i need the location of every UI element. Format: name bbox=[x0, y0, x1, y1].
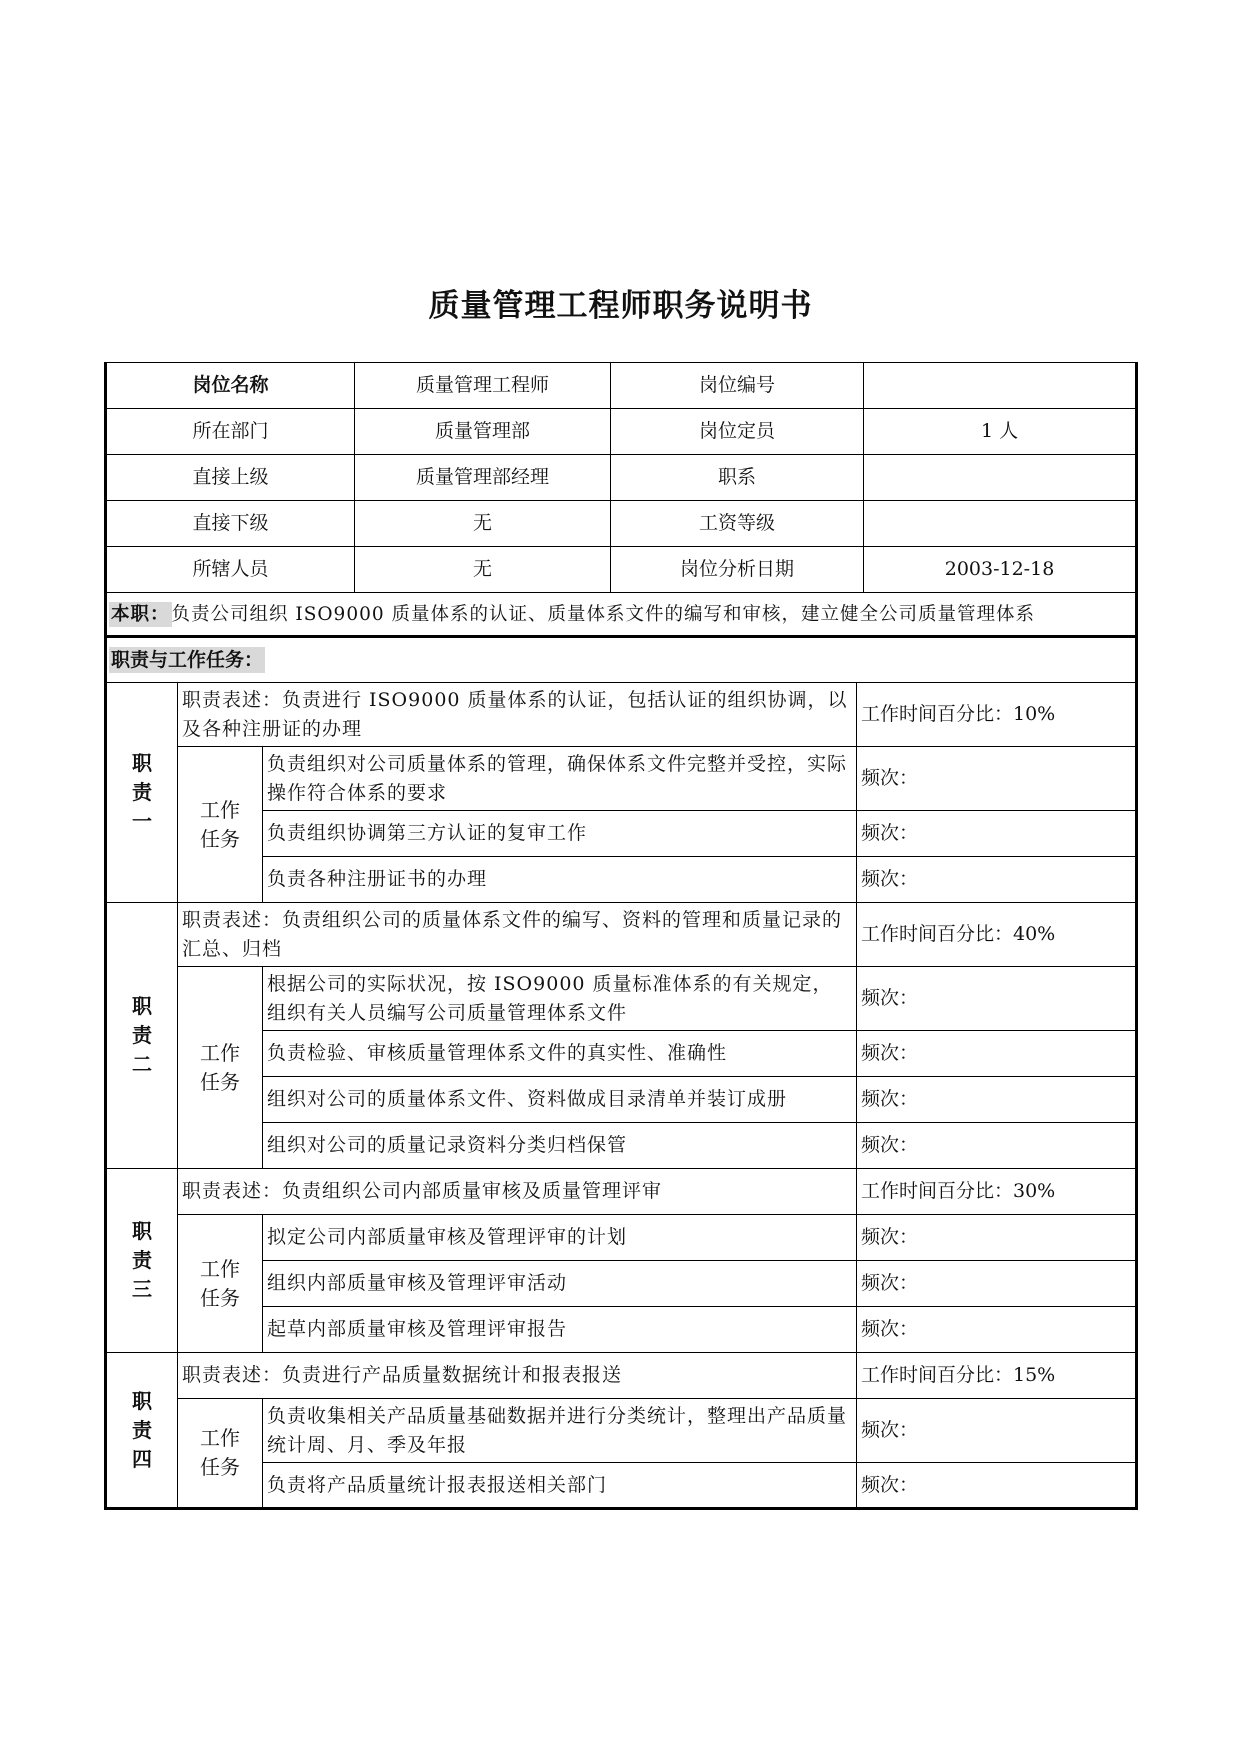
task-text: 负责组织对公司质量体系的管理，确保体系文件完整并受控，实际操作符合体系的要求 bbox=[263, 747, 857, 811]
task-text: 根据公司的实际状况，按 ISO9000 质量标准体系的有关规定，组织有关人员编写公司质量管理体系文件 bbox=[263, 967, 857, 1031]
department-value: 质量管理部 bbox=[355, 409, 611, 455]
duty-label: 职 责 四 bbox=[106, 1353, 178, 1509]
task-label: 工作 任务 bbox=[178, 1399, 263, 1509]
subordinate-label: 直接下级 bbox=[106, 501, 355, 547]
department-label: 所在部门 bbox=[106, 409, 355, 455]
info-row bbox=[106, 455, 1137, 501]
task-frequency: 频次： bbox=[857, 1261, 1137, 1307]
task-text: 负责收集相关产品质量基础数据并进行分类统计，整理出产品质量统计周、月、季及年报 bbox=[263, 1399, 857, 1463]
analysis-date-label: 岗位分析日期 bbox=[611, 547, 864, 593]
task-text: 组织对公司的质量记录资料分类归档保管 bbox=[263, 1123, 857, 1169]
duty-time-percent: 工作时间百分比：15% bbox=[857, 1353, 1137, 1399]
task-row bbox=[106, 1399, 1137, 1463]
task-text: 组织内部质量审核及管理评审活动 bbox=[263, 1261, 857, 1307]
duty-desc-row bbox=[106, 683, 1137, 747]
summary-label: 本职： bbox=[111, 603, 170, 625]
job-description-table bbox=[104, 362, 1138, 1510]
duty-desc-row bbox=[106, 903, 1137, 967]
position-code-label: 岗位编号 bbox=[611, 363, 864, 409]
summary-text: 负责公司组织 ISO9000 质量体系的认证、质量体系文件的编写和审核，建立健全公司质量管理体系 bbox=[171, 603, 1036, 625]
task-frequency: 频次： bbox=[857, 1215, 1137, 1261]
duty-description: 职责表述：负责进行产品质量数据统计和报表报送 bbox=[178, 1353, 857, 1399]
task-frequency: 频次： bbox=[857, 967, 1137, 1031]
staff-label: 所辖人员 bbox=[106, 547, 355, 593]
duty-time-percent: 工作时间百分比：40% bbox=[857, 903, 1137, 967]
staff-value: 无 bbox=[355, 547, 611, 593]
position-name-label: 岗位名称 bbox=[106, 363, 355, 409]
duty-description: 职责表述：负责进行 ISO9000 质量体系的认证，包括认证的组织协调，以及各种注册证的办理 bbox=[178, 683, 857, 747]
duty-description: 职责表述：负责组织公司内部质量审核及质量管理评审 bbox=[178, 1169, 857, 1215]
document-title: 质量管理工程师职务说明书 bbox=[428, 288, 813, 324]
analysis-date-value: 2003-12-18 bbox=[864, 547, 1137, 593]
duties-heading: 职责与工作任务： bbox=[111, 648, 264, 671]
task-frequency: 频次： bbox=[857, 1399, 1137, 1463]
headcount-label: 岗位定员 bbox=[611, 409, 864, 455]
task-row bbox=[106, 747, 1137, 811]
duty-time-percent: 工作时间百分比：10% bbox=[857, 683, 1137, 747]
info-row bbox=[106, 501, 1137, 547]
info-row bbox=[106, 363, 1137, 409]
task-text: 起草内部质量审核及管理评审报告 bbox=[263, 1307, 857, 1353]
salary-grade-value bbox=[864, 501, 1137, 547]
duty-desc-row bbox=[106, 1169, 1137, 1215]
task-text: 负责将产品质量统计报表报送相关部门 bbox=[263, 1463, 857, 1509]
task-frequency: 频次： bbox=[857, 811, 1137, 857]
task-label: 工作 任务 bbox=[178, 747, 263, 903]
supervisor-value: 质量管理部经理 bbox=[355, 455, 611, 501]
task-label: 工作 任务 bbox=[178, 967, 263, 1169]
task-text: 拟定公司内部质量审核及管理评审的计划 bbox=[263, 1215, 857, 1261]
task-row bbox=[106, 1215, 1137, 1261]
task-frequency: 频次： bbox=[857, 1031, 1137, 1077]
duty-description: 职责表述：负责组织公司的质量体系文件的编写、资料的管理和质量记录的汇总、归档 bbox=[178, 903, 857, 967]
duties-heading-row bbox=[106, 637, 1137, 683]
task-text: 负责组织协调第三方认证的复审工作 bbox=[263, 811, 857, 857]
task-frequency: 频次： bbox=[857, 857, 1137, 903]
task-label: 工作 任务 bbox=[178, 1215, 263, 1353]
salary-grade-label: 工资等级 bbox=[611, 501, 864, 547]
task-frequency: 频次： bbox=[857, 1123, 1137, 1169]
task-text: 负责各种注册证书的办理 bbox=[263, 857, 857, 903]
task-frequency: 频次： bbox=[857, 747, 1137, 811]
task-frequency: 频次： bbox=[857, 1307, 1137, 1353]
job-family-label: 职系 bbox=[611, 455, 864, 501]
summary-row bbox=[106, 593, 1137, 637]
duty-label: 职 责 三 bbox=[106, 1169, 178, 1353]
info-row bbox=[106, 547, 1137, 593]
headcount-value: 1 人 bbox=[864, 409, 1137, 455]
task-text: 组织对公司的质量体系文件、资料做成目录清单并装订成册 bbox=[263, 1077, 857, 1123]
task-text: 负责检验、审核质量管理体系文件的真实性、准确性 bbox=[263, 1031, 857, 1077]
info-row bbox=[106, 409, 1137, 455]
task-row bbox=[106, 967, 1137, 1031]
task-frequency: 频次： bbox=[857, 1463, 1137, 1509]
duty-desc-row bbox=[106, 1353, 1137, 1399]
duty-label: 职 责 二 bbox=[106, 903, 178, 1169]
position-code-value bbox=[864, 363, 1137, 409]
duty-label: 职 责 一 bbox=[106, 683, 178, 903]
job-family-value bbox=[864, 455, 1137, 501]
subordinate-value: 无 bbox=[355, 501, 611, 547]
position-name-value: 质量管理工程师 bbox=[355, 363, 611, 409]
duty-time-percent: 工作时间百分比：30% bbox=[857, 1169, 1137, 1215]
task-frequency: 频次： bbox=[857, 1077, 1137, 1123]
supervisor-label: 直接上级 bbox=[106, 455, 355, 501]
